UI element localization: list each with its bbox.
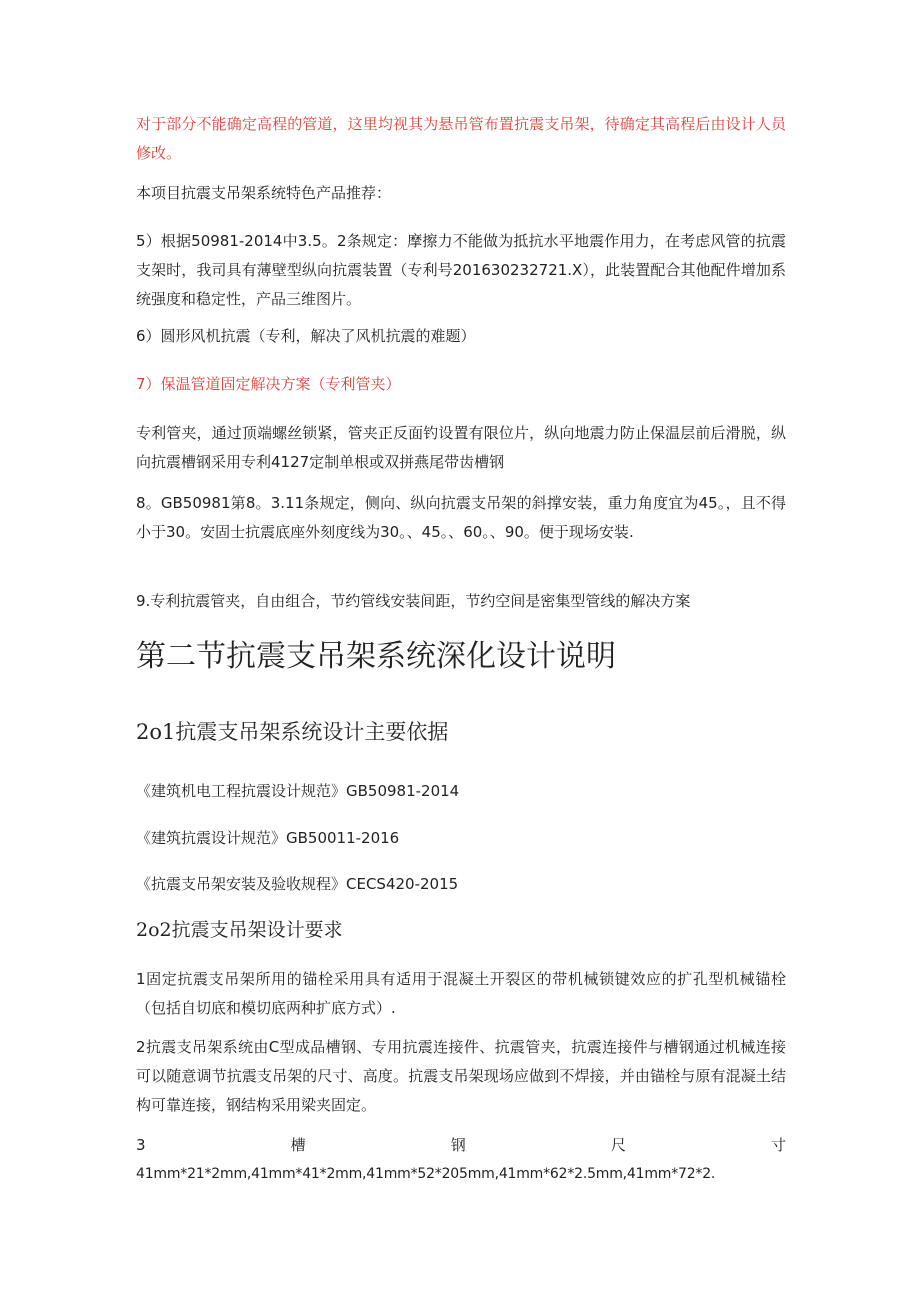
reference-2 — [136, 824, 786, 853]
reference-1 — [136, 777, 786, 806]
intro-note — [136, 110, 786, 168]
item-7-red-text: 7）保温管道固定解决方案（专利管夹） — [136, 375, 401, 393]
req3-word: 槽 — [290, 1136, 306, 1154]
item-7-heading — [136, 370, 786, 399]
requirement-1 — [136, 965, 786, 1023]
intro-red-text: 对于部分不能确定高程的管道，这里均视其为悬吊管布置抗震支吊架，待确定其高程后由设计人员修改。 — [136, 115, 786, 162]
requirement-3-line-2: 41mm*21*2mm,41mm*41*2mm,41mm*52*205mm,41mm*62*2.5mm,41mm*72*2. — [136, 1166, 716, 1182]
products-intro-text: 本项目抗震支吊架系统特色产品推荐： — [136, 184, 392, 202]
item-6 — [136, 322, 786, 351]
reference-3-text: 《抗震支吊架安装及验收规程》CECS420-2015 — [136, 875, 459, 893]
requirement-2 — [136, 1033, 786, 1120]
products-intro — [136, 179, 786, 208]
requirement-3 — [136, 1131, 786, 1189]
req3-word: 3 — [136, 1136, 146, 1154]
item-7-desc-text: 专利管夹，通过顶端螺丝锁紧，管夹正反面钓设置有限位片，纵向地震力防止保温层前后滑脱，纵向抗震槽钢采用专利4127定制单根或双拼燕尾带齿槽钢 — [136, 424, 786, 471]
item-8-text: 8。GB50981第8。3.11条规定，侧向、纵向抗震支吊架的斜撑安装，重力角度宜为45。，且不得小于30。安固士抗震底座外刻度线为30。、45。、60。、90。便于现场安装. — [136, 494, 786, 541]
subsection-2-1-title-text: 2o1抗震支吊架系统设计主要依据 — [136, 720, 449, 744]
requirement-2-text: 2抗震支吊架系统由C型成品槽钢、专用抗震连接件、抗震管夹，抗震连接件与槽钢通过机械连接可以随意调节抗震支吊架的尺寸、高度。抗震支吊架现场应做到不焊接，并由锚栓与原有混凝土结构可靠连接，钢结构采用梁夹固定。 — [136, 1038, 786, 1114]
subsection-2-1-title — [136, 716, 786, 748]
subsection-2-2-title-text: 2o2抗震支吊架设计要求 — [136, 919, 343, 941]
item-7-description — [136, 419, 786, 477]
item-5 — [136, 227, 786, 314]
req3-word: 钢 — [450, 1136, 466, 1154]
requirement-1-text: 1固定抗震支吊架所用的锚栓采用具有适用于混凝土开裂区的带机械锁键效应的扩孔型机械锚栓（包括自切底和模切底两种扩底方式）. — [136, 970, 786, 1017]
item-8 — [136, 489, 786, 547]
section-title-text: 第二节抗震支吊架系统深化设计说明 — [136, 639, 616, 674]
item-6-text: 6）圆形风机抗震（专利，解决了风机抗震的难题） — [136, 327, 476, 345]
req3-word: 尺 — [610, 1136, 626, 1154]
reference-2-text: 《建筑抗震设计规范》GB50011-2016 — [136, 829, 400, 847]
item-9 — [136, 587, 786, 616]
section-title — [136, 637, 786, 677]
item-9-text: 9.专利抗震管夹，自由组合，节约管线安装间距，节约空间是密集型管线的解决方案 — [136, 592, 691, 610]
req3-word: 寸 — [770, 1136, 786, 1154]
requirement-3-line-1 — [136, 1131, 786, 1160]
reference-1-text: 《建筑机电工程抗震设计规范》GB50981-2014 — [136, 782, 460, 800]
item-5-text: 5）根据50981-2014中3.5。2条规定：摩擦力不能做为抵抗水平地震作用力，在考虑风管的抗震支架时，我司具有薄壁型纵向抗震装置（专利号201630232721.X），此装置配合其他配件增加系统强度和稳定性，产品三维图片。 — [136, 232, 786, 308]
reference-3 — [136, 870, 786, 899]
subsection-2-2-title — [136, 915, 786, 945]
